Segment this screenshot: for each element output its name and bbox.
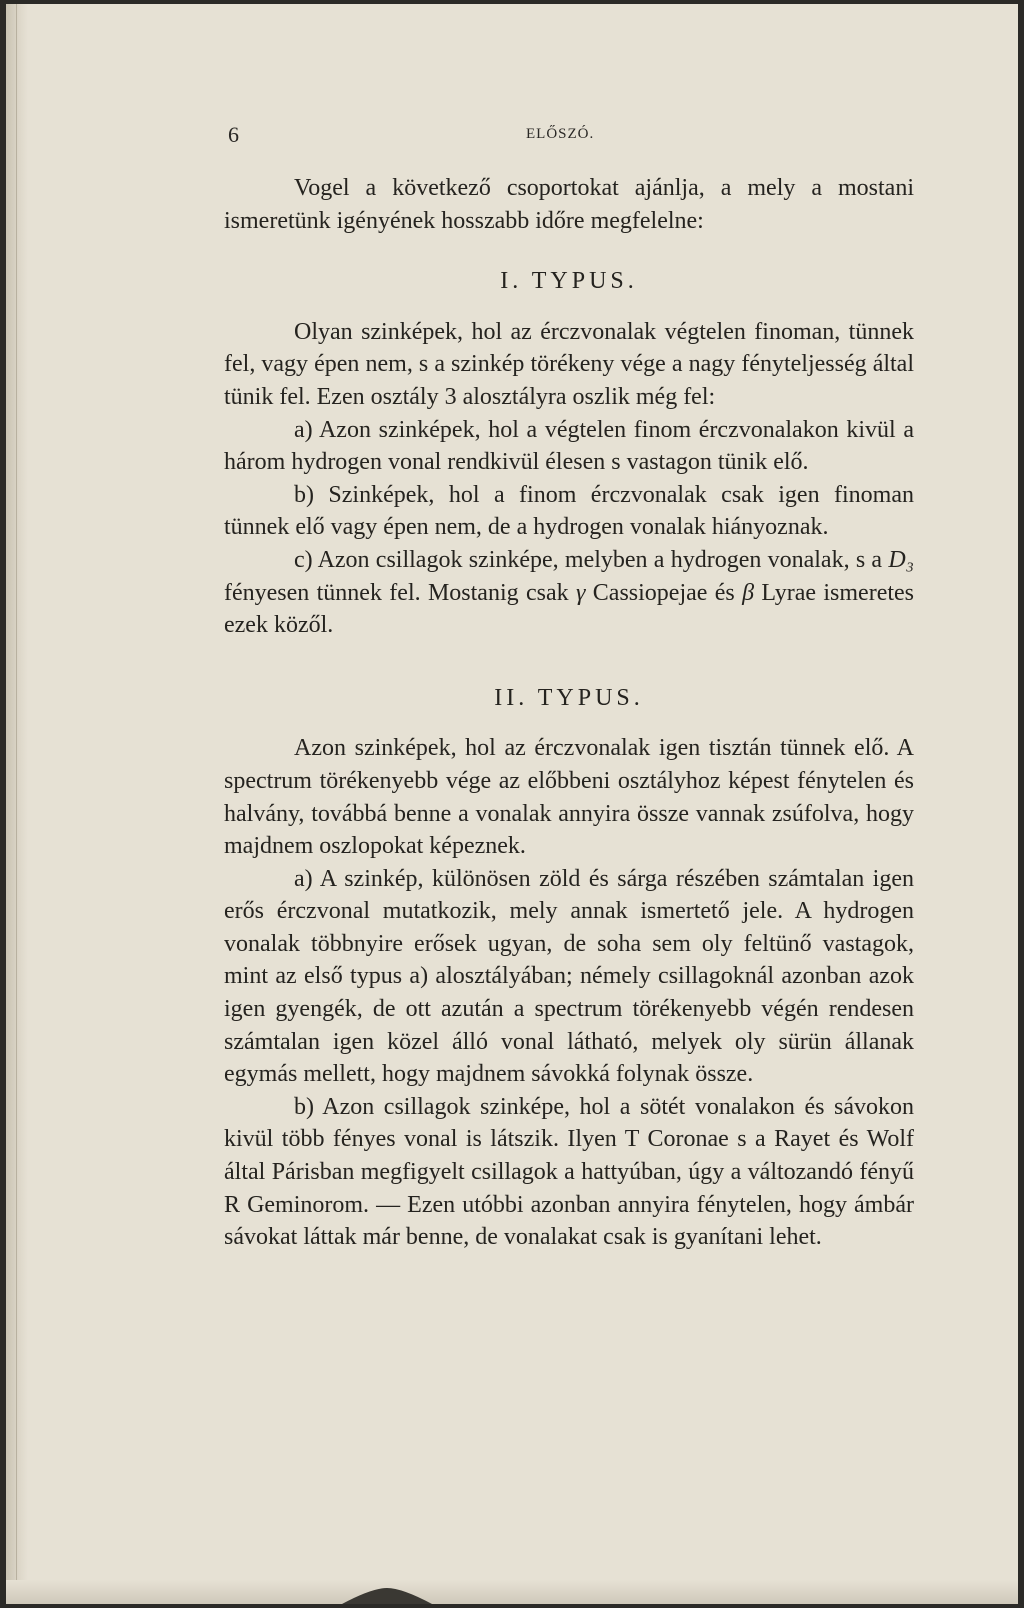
type-2-heading: II. TYPUS. (494, 684, 644, 711)
type-1-item-a: a) Azon szinképek, hol a végtelen finom érczvonalakon kivül a három hydrogen vonal rendkivül élesen s vastagon tünik elő. (224, 416, 914, 476)
beta-symbol: β (742, 579, 755, 606)
gutter-line (16, 4, 17, 1604)
type-1-item-c (224, 544, 914, 642)
d3-symbol: D₃ (888, 546, 914, 573)
page-bottom-edge (6, 1580, 1018, 1604)
intro-paragraph: Vogel a következő csoportokat ajánlja, a mely a mostani ismeretünk igényének hosszabb időre megfelelne: (224, 175, 914, 234)
book-page (6, 4, 1018, 1604)
type-2-item-b: b) Azon csillagok szinképe, hol a sötét vonalakon és sávokon kivül több fényes vonal is látszik. Ilyen T Coronae s a Rayet és Wolf által Párisban megfigyelt csillagok a hattyúban, úgy a változandó fényű R Geminorom. — Ezen utóbbi azonban annyira fénytelen, hogy ámbár sávokat láttak már benne, de vonalakat csak is gyanítani lehet. (224, 1093, 914, 1251)
type-1-heading: I. TYPUS. (500, 268, 638, 295)
type-1-item-c-text-3: Cassiopejae és (585, 579, 743, 606)
type-1-item-c-text-1: c) Azon csillagok szinképe, melyben a hydrogen vonalak, s a (294, 546, 889, 573)
page-text (224, 172, 914, 1254)
type-2-paragraph: Azon szinképek, hol az érczvonalak igen tisztán tünnek elő. A spectrum törékenyebb vége az előbbeni osztályhoz képest fénytelen és halvány, továbbá benne a vonalak annyira össze vannak zsúfolva, hogy majdnem oszlopokat képeznek. (224, 735, 914, 860)
running-head: ELŐSZÓ. (526, 126, 595, 142)
page-gutter (6, 4, 28, 1604)
gamma-symbol: γ (575, 579, 586, 606)
type-1-paragraph: Olyan szinképek, hol az érczvonalak végtelen finoman, tünnek fel, vagy épen nem, s a szinkép törékeny vége a nagy fényteljesség által tünik fel. Ezen osztály 3 alosztályra oszlik még fel: (224, 318, 914, 410)
type-1-item-c-text-4: Lyrae ismeretes ezek közől. (224, 579, 915, 639)
type-1-item-b: b) Szinképek, hol a finom érczvonalak csak igen finoman tünnek elő vagy épen nem, de a hydrogen vonalak hiányoznak. (224, 481, 914, 541)
page-number: 6 (228, 122, 239, 147)
type-1-item-c-text-2: fényesen tünnek fel. Mostanig csak (224, 579, 576, 606)
type-2-item-a: a) A szinkép, különösen zöld és sárga részében számtalan igen erős érczvonal mutatkozik, mely annak ismertető jele. A hydrogen vonalak többnyire erősek ugyan, de soha sem oly feltünő vastagok, mint az első typus a) alosztályában; némely csillagoknál azonban azok igen gyengék, de ott azután a spectrum törékenyebb végén rendesen számtalan igen közel álló vonal látható, melyek oly sürün állanak egymás mellett, hogy majdnem sávokká folynak össze. (224, 865, 914, 1088)
plate-mark (342, 1584, 432, 1604)
